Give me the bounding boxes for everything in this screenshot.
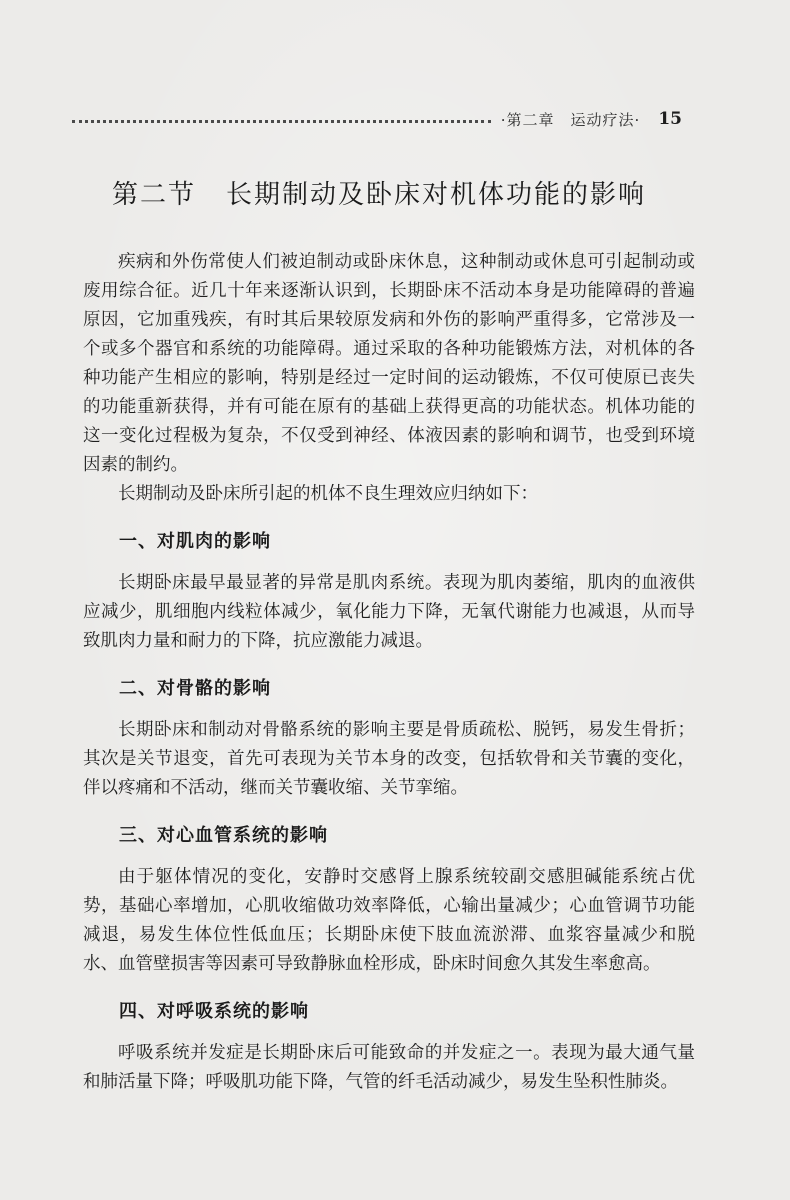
section-heading: 长期制动及卧床对机体功能的影响 — [226, 180, 647, 210]
subsection-text-cardiovascular: 由于躯体情况的变化，安静时交感肾上腺系统较副交感胆碱能系统占优势，基础心率增加，心肌收缩做功效率降低，心输出量减少；心血管调节功能减退，易发生体位性低血压；长期卧床使下肢血流淤滞、血浆容量减少和脱水、血管壁损害等因素可导致静脉血栓形成，卧床时间愈久其发生率愈高。 — [83, 867, 695, 974]
section-title — [112, 174, 692, 211]
dotted-leader — [72, 120, 491, 123]
body-text — [83, 248, 695, 1097]
running-head — [72, 104, 682, 134]
subsection-heading-cardiovascular: 三、对心血管系统的影响 — [119, 825, 328, 846]
subsection-heading-bone: 二、对骨骼的影响 — [119, 678, 271, 699]
subsection-text-muscle: 长期卧床最早最显著的异常是肌肉系统。表现为肌肉萎缩，肌肉的血液供应减少，肌细胞内线粒体减少，氧化能力下降，无氧代谢能力也减退，从而导致肌肉力量和耐力的下降，抗应激能力减退。 — [83, 573, 695, 651]
page-number: 15 — [658, 109, 682, 129]
subsection-text-respiratory: 呼吸系统并发症是长期卧床后可能致命的并发症之一。表现为最大通气量和肺活量下降；呼吸肌功能下降，气管的纤毛活动减少，易发生坠积性肺炎。 — [83, 1043, 695, 1092]
section-number: 第二节 — [112, 180, 197, 210]
intro-paragraph: 疾病和外伤常使人们被迫制动或卧床休息，这种制动或休息可引起制动或废用综合征。近几十年来逐渐认识到，长期卧床不活动本身是功能障碍的普遍原因，它加重残疾，有时其后果较原发病和外伤的影响严重得多，它常涉及一个或多个器官和系统的功能障碍。通过采取的各种功能锻炼方法，对机体的各种功能产生相应的影响，特别是经过一定时间的运动锻炼，不仅可使原已丧失的功能重新获得，并有可能在原有的基础上获得更高的功能状态。机体功能的这一变化过程极为复杂，不仅受到神经、体液因素的影响和调节，也受到环境因素的制约。 — [83, 252, 695, 475]
chapter-label: ·第二章 运动疗法· — [500, 110, 641, 129]
subsection-heading-respiratory: 四、对呼吸系统的影响 — [119, 1001, 309, 1022]
subsection-text-bone: 长期卧床和制动对骨骼系统的影响主要是骨质疏松、脱钙，易发生骨折；其次是关节退变，首先可表现为关节本身的改变，包括软骨和关节囊的变化，伴以疼痛和不活动，继而关节囊收缩、关节挛缩。 — [83, 720, 695, 798]
intro-summary: 长期制动及卧床所引起的机体不良生理效应归纳如下： — [118, 484, 538, 504]
subsection-heading-muscle: 一、对肌肉的影响 — [119, 531, 271, 552]
